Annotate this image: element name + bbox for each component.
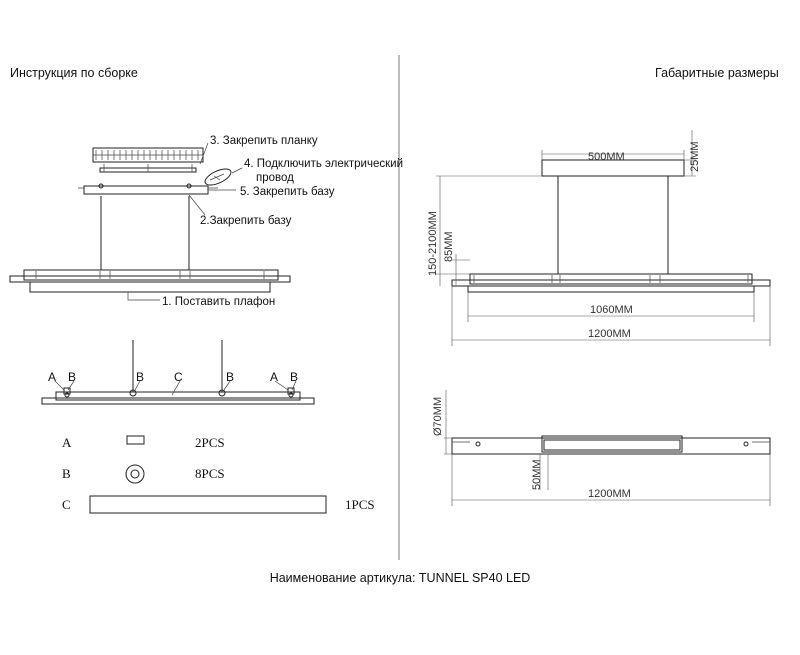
parts-label-b3: B bbox=[226, 370, 235, 384]
dim-canopy-width: 500MM bbox=[588, 151, 625, 163]
left-title: Инструкция по сборке bbox=[10, 66, 138, 80]
dim-diameter: Ø70MM bbox=[432, 396, 444, 436]
part-a-icon bbox=[127, 436, 144, 444]
step-4-line2: провод bbox=[256, 172, 294, 184]
step-5: 5. Закрепить базу bbox=[240, 186, 335, 198]
part-b-letter: B bbox=[62, 466, 71, 481]
part-c-qty: 1PCS bbox=[345, 497, 375, 512]
part-b-qty: 8PCS bbox=[195, 466, 225, 481]
part-b-icon bbox=[126, 465, 144, 483]
step-3: 3. Закрепить планку bbox=[210, 135, 318, 147]
parts-label-b2: B bbox=[136, 370, 145, 384]
parts-label-a2: A bbox=[270, 370, 279, 384]
step-2: 2.Закрепить базу bbox=[200, 215, 292, 227]
part-a-letter: A bbox=[62, 435, 72, 450]
part-c-letter: C bbox=[62, 497, 71, 512]
dim-total-length-side: 1200MM bbox=[588, 488, 631, 500]
dim-total-length-top: 1200MM bbox=[588, 328, 631, 340]
step-4-line1: 4. Подключить электрический bbox=[244, 158, 404, 170]
part-a-qty: 2PCS bbox=[195, 435, 225, 450]
dim-inner-length: 1060MM bbox=[590, 304, 633, 316]
dim-body-height: 85MM bbox=[443, 231, 455, 262]
parts-label-b4: B bbox=[290, 370, 299, 384]
dim-suspension: 150-2100MM bbox=[427, 211, 439, 276]
parts-label-b1: B bbox=[68, 370, 77, 384]
dim-depth: 50MM bbox=[531, 459, 543, 490]
footer-article: Наименование артикула: TUNNEL SP40 LED bbox=[269, 571, 531, 585]
step-1: 1. Поставить плафон bbox=[162, 296, 276, 308]
right-title: Габаритные размеры bbox=[655, 66, 779, 80]
parts-label-c: C bbox=[174, 370, 183, 384]
dim-canopy-height: 25MM bbox=[689, 141, 701, 172]
part-c-icon bbox=[90, 496, 326, 513]
parts-label-a1: A bbox=[48, 370, 57, 384]
